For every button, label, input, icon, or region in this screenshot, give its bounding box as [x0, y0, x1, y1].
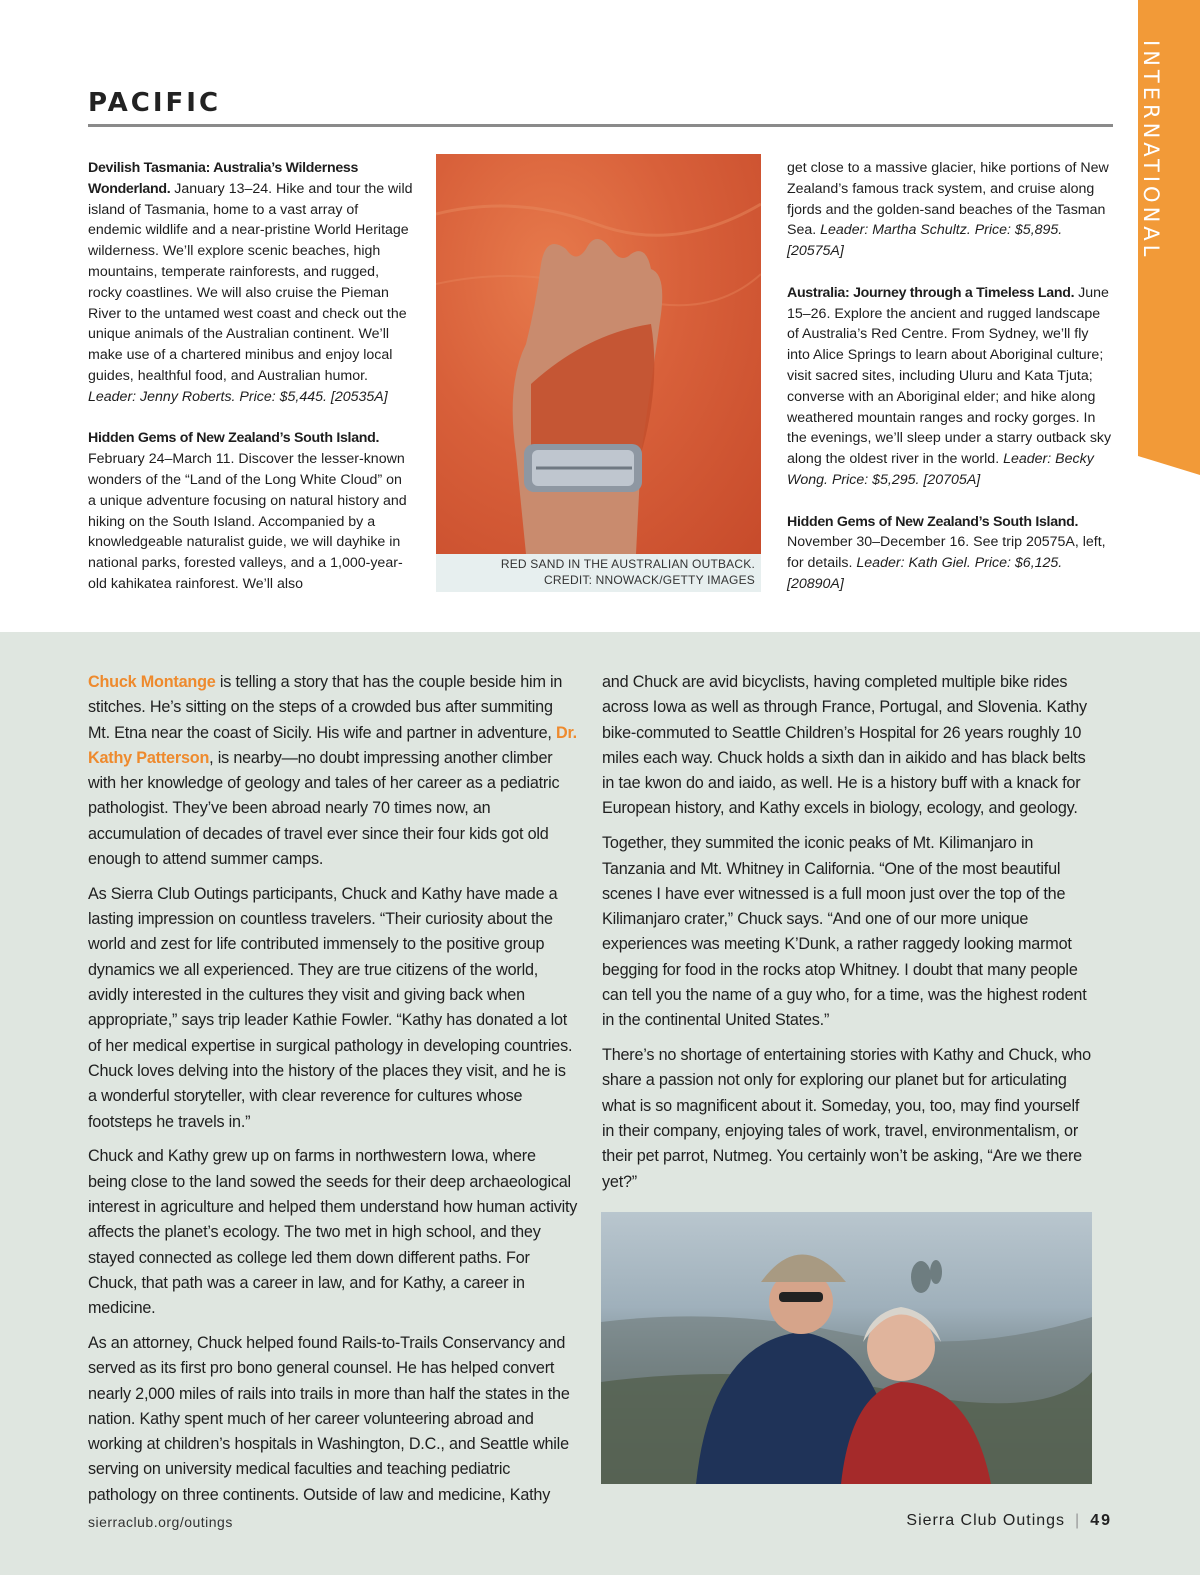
trip-description: February 24–March 11. Discover the lesser-known wonders of the “Land of the Long White Cloud” on a unique adventure focusing on natural history and hiking on the South Island. Accompanied by a knowledgeable naturalist guide, we will dayhike in national parks, forested valleys, and a 1,000-year-old kahikatea rainforest. We’ll also: [88, 451, 407, 592]
trip-description: November 30–December 16. See trip 20575A, left, for details.: [787, 534, 1106, 572]
trip-listing: [88, 158, 413, 408]
trip-description: June 15–26. Explore the ancient and rugged landscape of Australia’s Red Centre. From Sydney, we’ll fly into Alice Springs to learn about Aboriginal culture; visit sacred sites, including Uluru and Kata Tjuta; converse with an Aboriginal elder; and hike along weathered mountain ranges and rocky gorges. In the evenings, we’ll sleep under a starry outback sky along the oldest river in the world.: [787, 284, 1112, 468]
profile-text: , is nearby—no doubt impressing another climber with her knowledge of geology and tales of her career as a pediatric pathologist. They’ve been abroad nearly 70 times now, an accumulation of decades of travel ever since their four kids got old enough to attend summer camps.: [88, 748, 560, 869]
person-name-highlight: Chuck Montange: [88, 673, 216, 691]
photo-caption-text: RED SAND IN THE AUSTRALIAN OUTBACK.: [500, 557, 755, 571]
trips-column-left: [88, 158, 413, 616]
trip-title: Devilish Tasmania: Australia’s Wilderness Wonderland.: [88, 160, 359, 197]
trip-description: get close to a massive glacier, hike portions of New Zealand’s famous track system, and cruise along fjords and the golden-sand beaches of the Tasman Sea.: [787, 160, 1109, 239]
profile-column-left: [88, 670, 578, 1518]
trip-listing: [88, 428, 413, 594]
trip-title: Hidden Gems of New Zealand’s South Island.: [88, 430, 380, 447]
publication-name: Sierra Club Outings: [906, 1512, 1066, 1529]
trip-leader-price: Leader: Kath Giel. Price: $6,125. [20890A]: [787, 555, 1063, 592]
hand-with-sand-illustration: [436, 154, 761, 554]
photo-caption: [436, 554, 761, 592]
trip-leader-price: Leader: Becky Wong. Price: $5,295. [20705A]: [787, 451, 1094, 488]
footer-folio: [906, 1512, 1112, 1530]
trip-listing-continued: [787, 158, 1112, 262]
profile-paragraph: As an attorney, Chuck helped found Rails-to-Trails Conservancy and served as its first pro bono general counsel. He has helped convert nearly 2,000 miles of rails into trails in more than half the states in the nation. Kathy spent much of her career volunteering abroad and working at children’s hospitals in Washington, D.C., and Seattle while serving on university medical faculties and teaching pediatric pathology on three continents. Outside of law and medicine, Kathy: [88, 1333, 570, 1504]
section-divider: [88, 124, 1113, 127]
profile-paragraph: Together, they summited the iconic peaks of Mt. Kilimanjaro in Tanzania and Mt. Whitney in California. “One of the most beautiful scenes I have ever witnessed is a full moon just over the top of the Kilimanjaro crater,” Chuck says. “And one of our more unique experiences was meeting K’Dunk, a rather raggedy looking marmot begging for food in the rocks atop Whitney. I doubt that many people can tell you the name of a guy who, for a time, was the highest rodent in the continental United States.”: [602, 834, 1087, 1030]
profile-paragraph: As Sierra Club Outings participants, Chuck and Kathy have made a lasting impression on countless travelers. “Their curiosity about the world and zest for life contributed immensely to the positive group dynamics we all experienced. They are true citizens of the world, avidly interested in the cultures they visit and giving back when appropriate,” says trip leader Kathie Fowler. “Kathy has donated a lot of her medical expertise in surgical pathology in developing countries. Chuck loves delving into the history of the places they visit, and he is a wonderful storyteller, with clear reverence for cultures whose footsteps he travels in.”: [88, 884, 573, 1131]
section-tab-label: INTERNATIONAL: [1139, 40, 1163, 261]
trip-listing: [787, 512, 1112, 595]
section-title: PACIFIC: [88, 88, 222, 118]
profile-paragraph: Chuck and Kathy grew up on farms in northwestern Iowa, where being close to the land sowed the seeds for their deep archaeological interest in agriculture and helped them understand how human activity affects the planet’s ecology. The two met in high school, and they stayed connected as college led them down different paths. For Chuck, that path was a career in law, and for Kathy, a career in medicine.: [88, 1147, 578, 1318]
footer-separator: |: [1075, 1512, 1081, 1529]
trips-column-right: [787, 158, 1112, 616]
couple-illustration: [601, 1212, 1092, 1484]
profile-paragraph: There’s no shortage of entertaining stories with Kathy and Chuck, who share a passion not only for exploring our planet but for articulating what is so magnificent about it. Someday, you, too, may find yourself in their company, enjoying tales of work, travel, environmentalism, or their pet parrot, Nutmeg. You certainly won’t be asking, “Are we there yet?”: [602, 1046, 1091, 1191]
trip-description: January 13–24. Hike and tour the wild island of Tasmania, home to a vast array of endemic wildlife and a near-pristine World Heritage wilderness. We’ll explore scenic beaches, high mountains, temperate rainforests, and rugged, rocky coastlines. We will also cruise the Pieman River to the untamed west coast and check out the unique animals of the Australian continent. We’ll make use of a chartered minibus and enjoy local guides, healthful food, and Australian humor.: [88, 180, 413, 384]
profile-column-right: [602, 670, 1092, 1204]
photo-credit: CREDIT: NNOWACK/GETTY IMAGES: [544, 572, 755, 587]
trip-title: Hidden Gems of New Zealand’s South Island.: [787, 513, 1079, 530]
trip-listing: [787, 283, 1112, 491]
trip-leader-price: Leader: Jenny Roberts. Price: $5,445. [20535A]: [88, 388, 388, 405]
profile-text: is telling a story that has the couple beside him in stitches. He’s sitting on the steps of a crowded bus after summiting Mt. Etna near the coast of Sicily. His wife and partner in adventure,: [88, 673, 563, 742]
page-number: 49: [1090, 1512, 1112, 1529]
couple-photo: [601, 1212, 1092, 1484]
profile-paragraph: [88, 670, 578, 872]
trip-title: Australia: Journey through a Timeless Land.: [787, 284, 1075, 301]
footer-url: sierraclub.org/outings: [88, 1514, 233, 1530]
profile-paragraph: and Chuck are avid bicyclists, having completed multiple bike rides across Iowa as well as through France, Portugal, and Slovenia. Kathy bike-commuted to Seattle Children’s Hospital for 26 years roughly 10 miles each way. Chuck holds a sixth dan in aikido and has black belts in tae kwon do and iaido, as well. He is a history buff with a knack for European history, and Kathy excels in biology, ecology, and geology.: [602, 673, 1087, 818]
red-sand-photo: [436, 154, 761, 554]
person-name-highlight: Dr. Kathy Patterson: [88, 723, 577, 767]
trip-leader-price: Leader: Martha Schultz. Price: $5,895. [20575A]: [787, 222, 1063, 260]
